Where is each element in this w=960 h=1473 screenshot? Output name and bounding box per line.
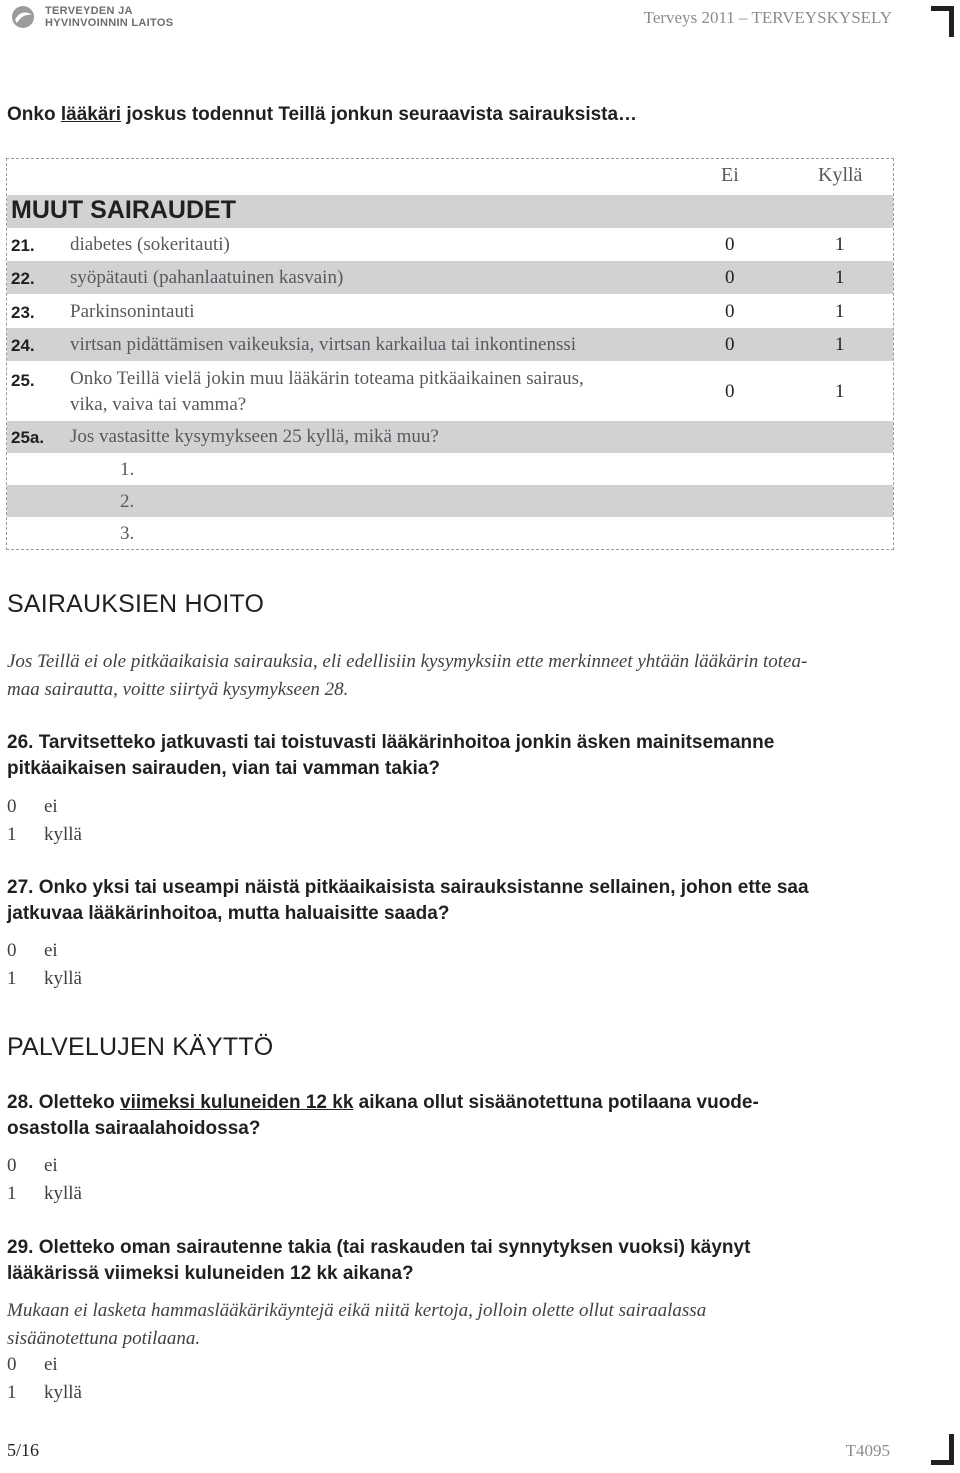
option-value: 0 — [7, 796, 17, 817]
q26-option-yes[interactable] — [7, 824, 82, 846]
form-code: T4095 — [845, 1441, 890, 1460]
question-29-note — [7, 1297, 887, 1353]
sub-item-row — [7, 453, 893, 485]
row-text: diabetes (sokeritauti) — [70, 234, 230, 255]
header-title: Terveys 2011 – TERVEYSKYSELY — [643, 8, 892, 27]
q26-option-no[interactable] — [7, 796, 58, 818]
table-row — [7, 261, 893, 294]
table-row — [7, 228, 893, 261]
option-label: ei — [44, 796, 58, 817]
intro-suffix: joskus todennut Teillä jonkun seuraavista sairauksista… — [121, 104, 638, 125]
row-number: 25a. — [11, 428, 45, 447]
row-number: 22. — [11, 269, 35, 288]
table-row — [7, 361, 893, 421]
question-29 — [7, 1235, 907, 1287]
hoito-note-line2: maa sairautta, voitte siirtyä kysymykseen 28. — [7, 679, 349, 700]
table-row — [7, 328, 893, 361]
question-26-line2: pitkäaikaisen sairauden, vian tai vamman takia? — [7, 758, 440, 779]
answer-no[interactable]: 0 — [725, 267, 735, 288]
answer-no[interactable]: 0 — [725, 334, 735, 355]
page-number: 5/16 — [7, 1440, 40, 1460]
row-number: 25. — [11, 371, 35, 390]
question-29-note-line1: Mukaan ei lasketa hammaslääkärikäyntejä eikä niitä kertoja, jolloin olette ollut sairaalassa — [7, 1300, 707, 1321]
question-28-suffix: aikana ollut sisäänotettuna potilaana vuode- — [353, 1092, 759, 1113]
sub-item-number: 1. — [120, 459, 135, 480]
option-label: kyllä — [44, 968, 82, 989]
logo-line1: TERVEYDEN JA — [45, 5, 133, 17]
sub-item-row — [7, 485, 893, 517]
q28-option-yes[interactable] — [7, 1183, 82, 1205]
option-label: ei — [44, 1155, 58, 1176]
answer-no[interactable]: 0 — [725, 301, 735, 322]
row-number: 21. — [11, 236, 35, 255]
section-heading-palvelut: PALVELUJEN KÄYTTÖ — [7, 1033, 274, 1061]
option-label: ei — [44, 940, 58, 961]
question-26-line1: 26. Tarvitsetteko jatkuvasti tai toistuvasti lääkärinhoitoa jonkin äsken mainitsemanne — [7, 732, 775, 753]
question-29-note-line2: sisäänotettuna potilaana. — [7, 1328, 201, 1349]
option-value: 0 — [7, 940, 17, 961]
q28-option-no[interactable] — [7, 1155, 58, 1177]
intro-question — [7, 104, 637, 126]
answer-yes[interactable]: 1 — [835, 234, 845, 255]
intro-prefix: Onko — [7, 104, 61, 125]
crop-mark-top-right — [931, 6, 954, 37]
row-number: 23. — [11, 303, 35, 322]
question-26 — [7, 730, 907, 782]
thl-logo-mark — [7, 5, 39, 29]
row-text: Jos vastasitte kysymykseen 25 kyllä, mikä muu? — [70, 426, 439, 447]
sub-item-number: 2. — [120, 491, 135, 512]
answer-yes[interactable]: 1 — [835, 301, 845, 322]
question-27-line1: 27. Onko yksi tai useampi näistä pitkäaikaisista sairauksistanne sellainen, johon ette saa — [7, 877, 809, 898]
answer-yes[interactable]: 1 — [835, 381, 845, 402]
section-heading-hoito: SAIRAUKSIEN HOITO — [7, 590, 265, 618]
question-27-line2: jatkuvaa lääkärinhoitoa, mutta haluaisitte saada? — [7, 903, 450, 924]
sub-item-number: 3. — [120, 523, 135, 544]
question-28 — [7, 1090, 907, 1142]
section-title: MUUT SAIRAUDET — [11, 196, 236, 224]
option-value: 1 — [7, 824, 17, 845]
row-text: virtsan pidättämisen vaikeuksia, virtsan karkailua tai inkontinenssi — [70, 334, 577, 355]
answer-no[interactable]: 0 — [725, 381, 735, 402]
option-label: kyllä — [44, 1183, 82, 1204]
question-27 — [7, 875, 907, 927]
q27-option-no[interactable] — [7, 940, 58, 962]
logo-line2: HYVINVOINNIN LAITOS — [45, 17, 174, 29]
crop-mark-bottom-right — [931, 1434, 954, 1465]
q29-option-no[interactable] — [7, 1354, 58, 1376]
question-29-line1: 29. Oletteko oman sairautenne takia (tai raskauden tai synnytyksen vuoksi) käynyt — [7, 1237, 751, 1258]
hoito-note-line1: Jos Teillä ei ole pitkäaikaisia sairauksia, eli edellisiin kysymyksiin ette merkinneet yhtään lääkärin totea- — [7, 651, 808, 672]
option-value: 0 — [7, 1155, 17, 1176]
row-text: Parkinsonintauti — [70, 301, 195, 322]
answer-yes[interactable]: 1 — [835, 267, 845, 288]
table-row — [7, 294, 893, 328]
sub-item-row — [7, 517, 893, 549]
thl-logo — [7, 5, 173, 29]
row-text: syöpätauti (pahanlaatuinen kasvain) — [70, 267, 344, 288]
q27-option-yes[interactable] — [7, 968, 82, 990]
question-28-prefix: 28. Oletteko — [7, 1092, 120, 1113]
option-value: 1 — [7, 1183, 17, 1204]
table-row — [7, 421, 893, 453]
hoito-note — [7, 648, 887, 704]
question-28-underlined: viimeksi kuluneiden 12 kk — [120, 1092, 354, 1113]
option-label: ei — [44, 1354, 58, 1375]
row-text-line2: vika, vaiva tai vamma? — [70, 394, 247, 415]
section-row — [7, 195, 893, 228]
question-29-line2: lääkärissä viimeksi kuluneiden 12 kk aikana? — [7, 1263, 414, 1284]
q29-option-yes[interactable] — [7, 1382, 82, 1404]
answer-yes[interactable]: 1 — [835, 334, 845, 355]
option-label: kyllä — [44, 1382, 82, 1403]
intro-underlined: lääkäri — [60, 104, 122, 125]
question-28-line2: osastolla sairaalahoidossa? — [7, 1118, 261, 1139]
row-number: 24. — [11, 336, 35, 355]
col-header-no: Ei — [721, 164, 739, 186]
option-value: 1 — [7, 968, 17, 989]
option-value: 1 — [7, 1382, 17, 1403]
option-value: 0 — [7, 1354, 17, 1375]
answer-no[interactable]: 0 — [725, 234, 735, 255]
row-text-line1: Onko Teillä vielä jokin muu lääkärin toteama pitkäaikainen sairaus, — [70, 368, 584, 389]
option-label: kyllä — [44, 824, 82, 845]
col-header-yes: Kyllä — [818, 164, 863, 186]
diseases-table — [6, 158, 894, 550]
